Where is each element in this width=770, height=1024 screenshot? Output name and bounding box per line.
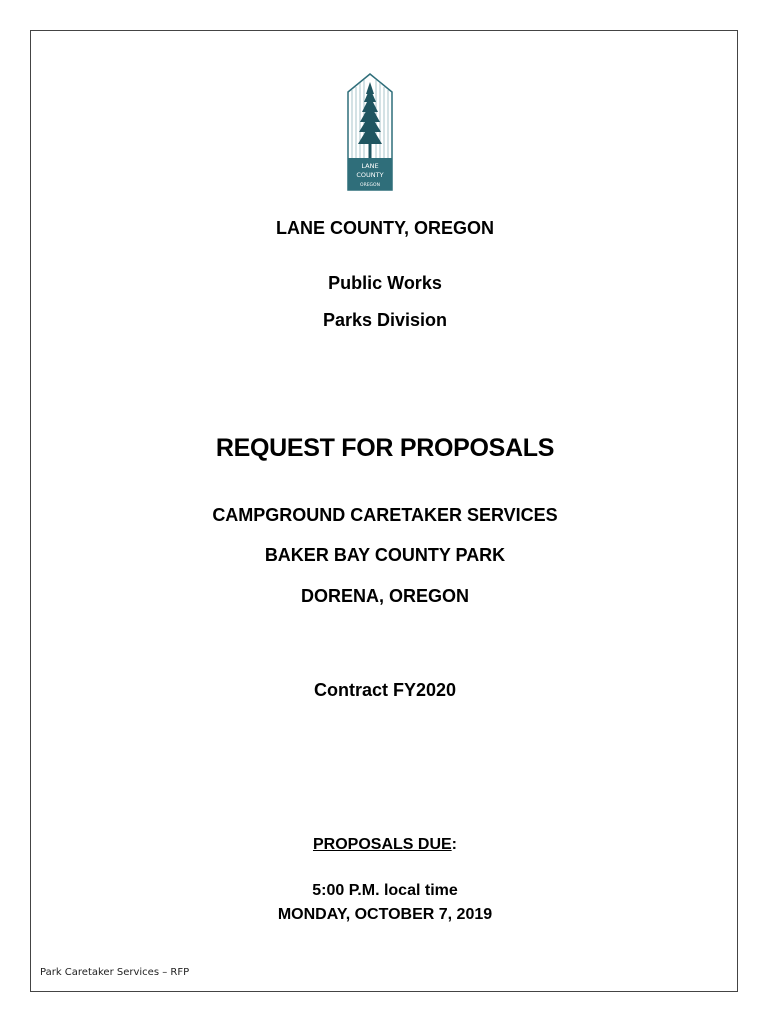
lane-county-logo — [346, 72, 394, 192]
division-heading: Parks Division — [322, 310, 448, 330]
park-location: DORENA, OREGON — [300, 586, 469, 606]
department-heading: Public Works — [328, 273, 442, 293]
county-heading: LANE COUNTY, OREGON — [275, 218, 494, 238]
due-time: 5:00 P.M. local time — [312, 882, 458, 899]
due-date: MONDAY, OCTOBER 7, 2019 — [277, 906, 493, 923]
proposals-due-heading — [0, 836, 770, 854]
service-name: CAMPGROUND CARETAKER SERVICES — [212, 505, 558, 525]
page-footer: Park Caretaker Services – RFP — [40, 967, 190, 978]
contract-id: Contract FY2020 — [313, 680, 457, 700]
logo-text-line3: OREGON — [360, 183, 380, 188]
logo-text-line2: COUNTY — [356, 171, 384, 179]
document-title: REQUEST FOR PROPOSALS — [215, 434, 555, 462]
park-name: BAKER BAY COUNTY PARK — [264, 545, 506, 565]
logo-text-line1: LANE — [361, 162, 379, 170]
proposals-due-label: PROPOSALS DUE — [312, 836, 452, 853]
proposals-due-colon: : — [451, 836, 457, 853]
